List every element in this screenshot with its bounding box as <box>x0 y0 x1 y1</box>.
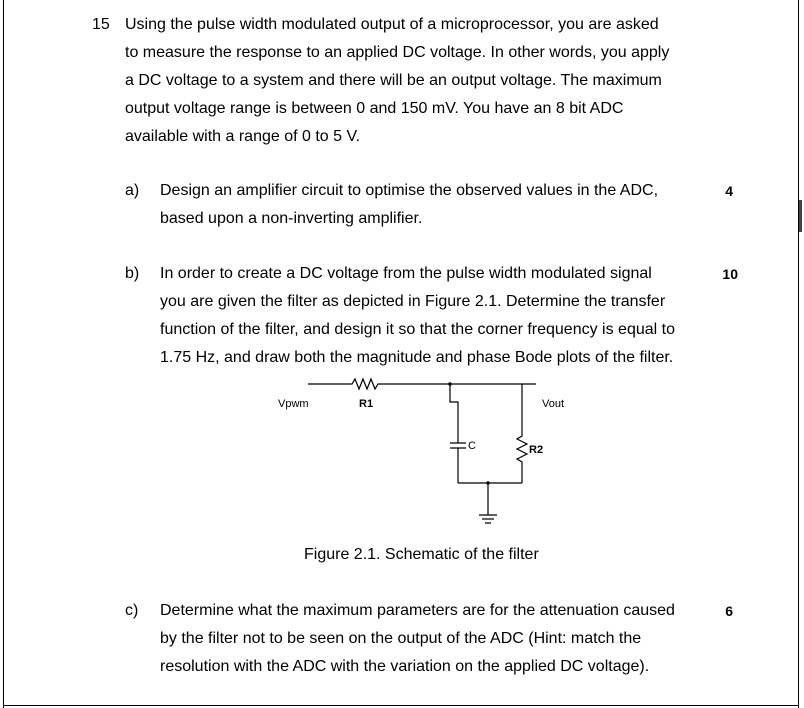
part-c-text <box>160 597 700 681</box>
capacitor-icon <box>450 443 466 448</box>
part-b-marks: 10 <box>722 266 738 282</box>
part-a-text <box>160 177 700 233</box>
capacitor-branch <box>450 384 458 443</box>
c-label: C <box>468 440 476 452</box>
question-number: 15 <box>92 16 110 33</box>
filter-schematic <box>260 370 590 540</box>
page-border-bottom <box>3 705 799 706</box>
r2-branch <box>517 384 527 483</box>
ground-icon <box>479 515 497 523</box>
vpwm-label: Vpwm <box>278 398 309 410</box>
part-b-label: b) <box>125 265 140 282</box>
question-stem <box>125 11 700 151</box>
part-c-line: by the filter not to be seen on the output of the ADC (Hint: match the <box>160 630 642 647</box>
stem-line: output voltage range is between 0 and 150 mV. You have an 8 bit ADC <box>125 100 624 117</box>
stem-line: a DC voltage to a system and there will be an output voltage. The maximum <box>125 72 662 89</box>
part-c-line: resolution with the ADC with the variation on the applied DC voltage). <box>160 658 650 675</box>
part-b-line: In order to create a DC voltage from the pulse width modulated signal <box>160 265 652 282</box>
part-c-marks: 6 <box>725 603 733 619</box>
part-c-label: c) <box>125 602 139 619</box>
stem-line: available with a range of 0 to 5 V. <box>125 128 361 145</box>
figure-caption: Figure 2.1. Schematic of the filter <box>304 546 539 563</box>
part-b-line: you are given the filter as depicted in Figure 2.1. Determine the transfer <box>160 293 666 310</box>
part-b-line: function of the filter, and design it so that the corner frequency is equal to <box>160 321 675 338</box>
top-wire <box>308 379 536 389</box>
part-a-line: Design an amplifier circuit to optimise the observed values in the ADC, <box>160 182 659 199</box>
stem-line: Using the pulse width modulated output of a microprocessor, you are asked <box>125 16 659 33</box>
page-border-left <box>3 0 4 708</box>
part-b-text <box>160 260 700 372</box>
part-a-line: based upon a non-inverting amplifier. <box>160 210 423 227</box>
part-a-label: a) <box>125 182 140 199</box>
part-c-line: Determine what the maximum parameters are for the attenuation caused <box>160 602 675 619</box>
r1-label: R1 <box>359 398 374 410</box>
junction-dot <box>486 481 490 485</box>
part-b-line: 1.75 Hz, and draw both the magnitude and phase Bode plots of the filter. <box>160 349 674 366</box>
stem-line: to measure the response to an applied DC voltage. In other words, you apply <box>125 44 670 61</box>
junction-dot <box>448 382 452 386</box>
page-border-right <box>798 0 799 708</box>
scrollbar-mark <box>799 200 802 232</box>
vout-label: Vout <box>542 398 565 410</box>
part-a-marks: 4 <box>725 183 733 199</box>
r2-label: R2 <box>529 444 544 456</box>
